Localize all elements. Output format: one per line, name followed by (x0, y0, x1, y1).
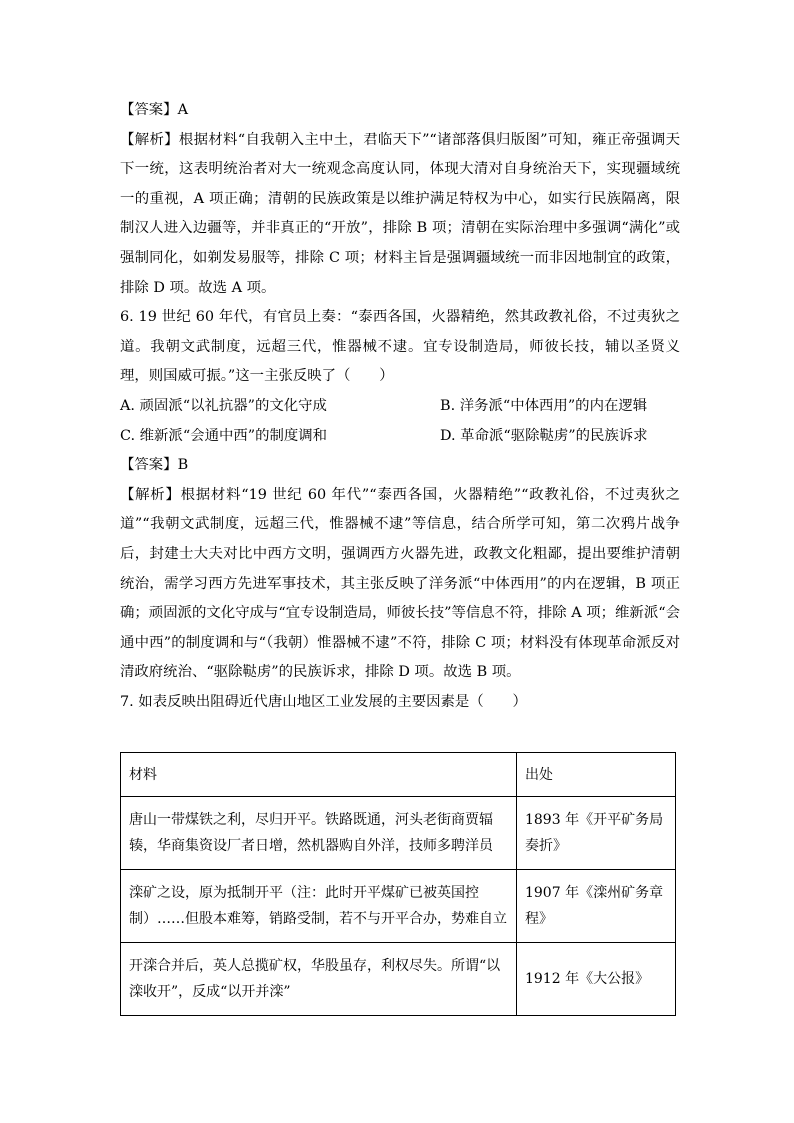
q6-option-d: D. 革命派“驱除鞑虏”的民族诉求 (440, 427, 648, 444)
q6-options (120, 392, 680, 451)
table-header-row (121, 753, 676, 797)
q6-analysis: 【解析】根据材料“19 世纪 60 年代”“泰西各国，火器精绝”“政教礼俗，不过夷狄之道”“我朝文武制度，远超三代，惟器械不逮”等信息，结合所学可知，第二次鸦片战争后，封建士大夫对比中西方文明，强调西方火器先进，政教文化粗鄙，提出要维护清朝统治，需学习西方先进军事技术，其主张反映了洋务派“中体西用”的内在逻辑，B 项正确；顽固派的文化守成与“宜专设制造局，师彼长技”等信息不符，排除 A 项；维新派“会通中西”的制度调和与“（我朝）惟器械不逮”不符，排除 C 项；材料没有体现革命派反对清政府统治、“驱除鞑虏”的民族诉求，排除 D 项。故选 B 项。 (120, 486, 680, 681)
table-row (121, 797, 676, 870)
table-cell-material: 滦矿之设，原为抵制开平（注：此时开平煤矿已被英国控制）……但股本难筹，销路受制，若不与开平合办，势难自立 (121, 870, 517, 943)
table-header-source: 出处 (516, 753, 675, 797)
table-cell-source: 1912 年《大公报》 (516, 943, 675, 1016)
q6-stem: 6. 19 世纪 60 年代，有官员上奏：“泰西各国，火器精绝，然其政教礼俗，不过夷狄之道。我朝文武制度，远超三代，惟器械不逮。宜专设制造局，师彼长技，辅以圣贤义理，则国威可振。”这一主张反映了（ ） (120, 309, 680, 385)
table-row (121, 870, 676, 943)
q5-analysis: 【解析】根据材料“自我朝入主中土，君临天下”“诸部落俱归版图”可知，雍正帝强调天下一统，这表明统治者对大一统观念高度认同，体现大清对自身统治天下，实现疆域统一的重视，A 项正确；清朝的民族政策是以维护满足特权为中心，如实行民族隔离，限制汉人进入边疆等，并非真正的“开放”，排除 B 项；清朝在实际治理中多强调“满化”或强制同化，如剃发易服等，排除 C 项；材料主旨是强调疆域统一而非因地制宜的政策，排除 D 项。故选 A 项。 (120, 131, 680, 296)
q6-option-a: A. 顽固派“以礼抗器”的文化守成 (120, 397, 327, 414)
table-cell-material: 唐山一带煤铁之利，尽归开平。铁路既通，河头老街商贾辐辏，华商集资设厂者日增，然机器购自外洋，技师多聘洋员 (121, 797, 517, 870)
q7-source-table (120, 752, 676, 1016)
table-cell-source: 1893 年《开平矿务局奏折》 (516, 797, 675, 870)
q6-option-c: C. 维新派“会通中西”的制度调和 (120, 427, 328, 444)
q6-answer: 【答案】B (120, 457, 189, 474)
table-cell-source: 1907 年《滦州矿务章程》 (516, 870, 675, 943)
table-row (121, 943, 676, 1016)
q6-option-b: B. 洋务派“中体西用”的内在逻辑 (440, 397, 648, 414)
q5-answer: 【答案】A (120, 102, 188, 118)
q7-stem: 7. 如表反映出阻碍近代唐山地区工业发展的主要因素是（ ） (120, 693, 527, 710)
table-header-material: 材料 (121, 753, 517, 797)
document-body (120, 96, 680, 717)
table-cell-material: 开滦合并后，英人总揽矿权，华股虽存，利权尽失。所谓“以滦收开”，反成“以开并滦” (121, 943, 517, 1016)
